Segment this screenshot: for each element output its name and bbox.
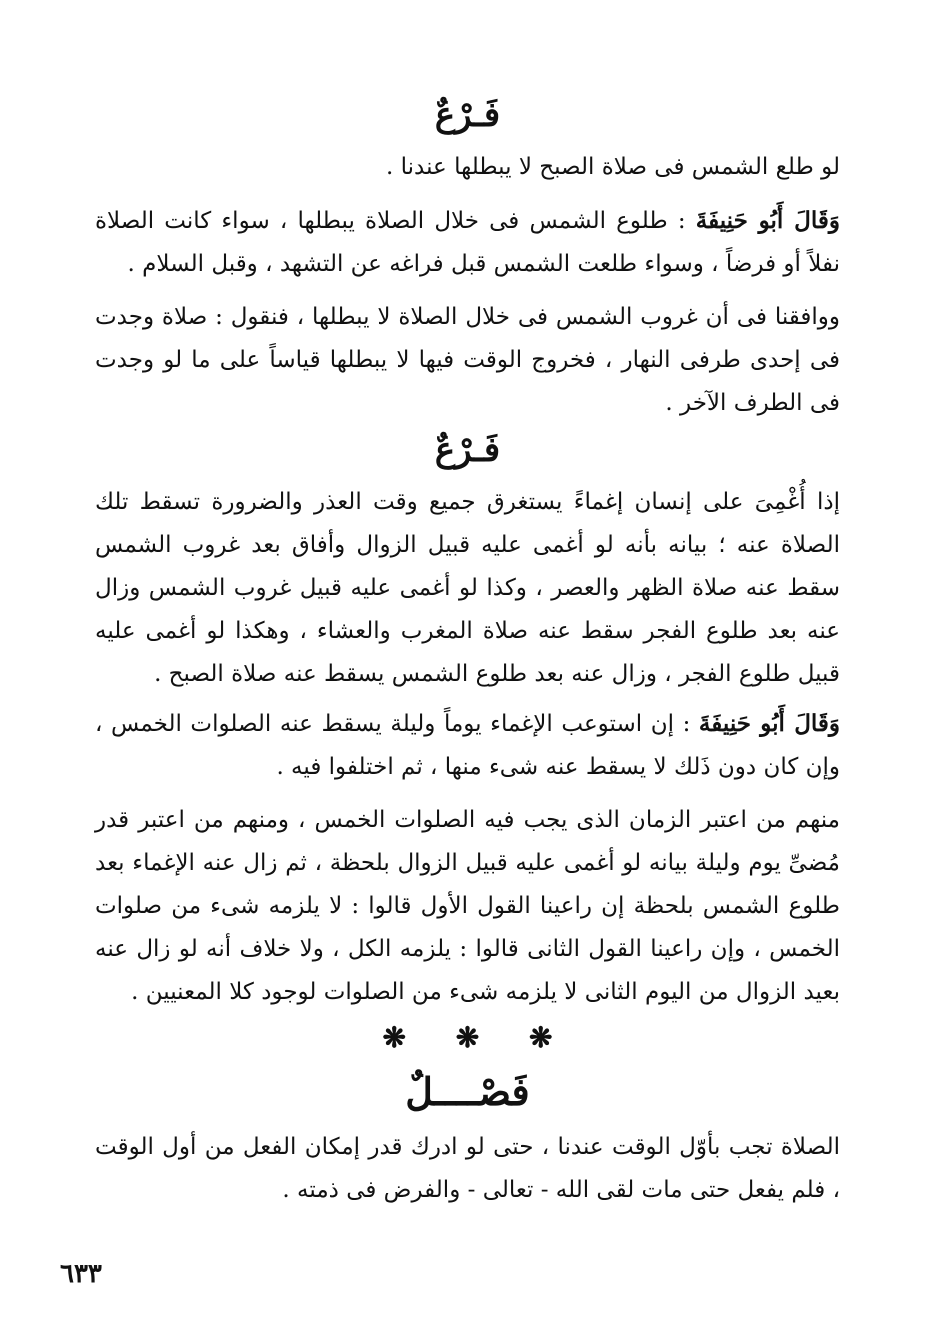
paragraph-far2-2 <box>95 702 840 789</box>
page-body <box>95 90 840 1212</box>
paragraph-text: الصلاة تجب بأوّل الوقت عندنا ، حتى لو ادرك قدر إمكان الفعل من أول الوقت ، فلم يفعل حتى مات لقى الله - تعالى - والفرض فى ذمته . <box>95 1134 840 1203</box>
paragraph-fasl-1 <box>95 1126 840 1212</box>
paragraph-far1-2 <box>95 199 840 286</box>
paragraph-text: إذا أُغْمِىَ على إنسان إغماءً يستغرق جميع وقت العذر والضرورة تسقط تلك الصلاة عنه ؛ بيانه بأنه لو أغمى عليه قبيل الزوال وأفاق بعد غروب الشمس سقط عنه صلاة الظهر والعصر ، وكذا لو أغمى عليه قبيل غروب الشمس وزال عنه بعد طلوع الفجر سقط عنه صلاة المغرب والعشاء ، وهكذا لو أغمى عليه قبيل طلوع الفجر ، وزال عنه بعد طلوع الشمس يسقط عنه صلاة الصبح . <box>95 489 840 687</box>
section-heading-fasl: فَصْــــلٌ <box>405 1069 530 1114</box>
section-heading-far1: فَـرْعٌ <box>434 95 501 135</box>
paragraph-far1-1 <box>95 146 840 189</box>
paragraph-far2-3 <box>95 799 840 1014</box>
paragraph-text: : طلوع الشمس فى خلال الصلاة يبطلها ، سواء كانت الصلاة نفلاً أو فرضاً ، وسواء طلعت الشمس قبل فراغه عن التشهد ، وقبل السلام . <box>95 208 840 277</box>
page-number: ٦٣٣ <box>60 1259 102 1289</box>
paragraph-text: : إن استوعب الإغماء يوماً وليلة يسقط عنه الصلوات الخمس ، وإن كان دون ذَلك لا يسقط عنه شىء منها ، ثم اختلفوا فيه . <box>95 711 840 780</box>
paragraph-text: منهم من اعتبر الزمان الذى يجب فيه الصلوات الخمس ، ومنهم من اعتبر قدر مُضىِّ يوم وليلة بيانه لو أغمى عليه قبيل الزوال بلحظة ، ثم زال عنه الإغماء بعد طلوع الشمس بلحظة إن راعينا القول الأول قالوا : لا يلزمه شىء من صلوات الخمس ، وإن راعينا القول الثانى قالوا : يلزمه الكل ، ولا خلاف أنه لو زال عنه بعيد الزوال من اليوم الثانى لا يلزمه شىء من الصلوات لوجود كلا المعنيين . <box>95 807 840 1005</box>
paragraph-text: ووافقنا فى أن غروب الشمس فى خلال الصلاة لا يبطلها ، فنقول : صلاة وجدت فى إحدى طرفى النهار ، فخروج الوقت فيها لا يبطلها قياساً على ما لو وجدت فى الطرف الآخر . <box>95 304 840 416</box>
paragraph-far1-3 <box>95 296 840 425</box>
section-heading-far2: فَـرْعٌ <box>434 430 501 470</box>
paragraph-far2-1 <box>95 481 840 696</box>
abu-hanifa-lead: وَقَالَ أَبُو حَنِيفَةَ <box>698 710 841 737</box>
paragraph-text: لو طلع الشمس فى صلاة الصبح لا يبطلها عندنا . <box>386 154 840 180</box>
abu-hanifa-lead: وَقَالَ أَبُو حَنِيفَةَ <box>695 207 840 234</box>
section-separator: ❋ ❋ ❋ <box>382 1021 553 1054</box>
